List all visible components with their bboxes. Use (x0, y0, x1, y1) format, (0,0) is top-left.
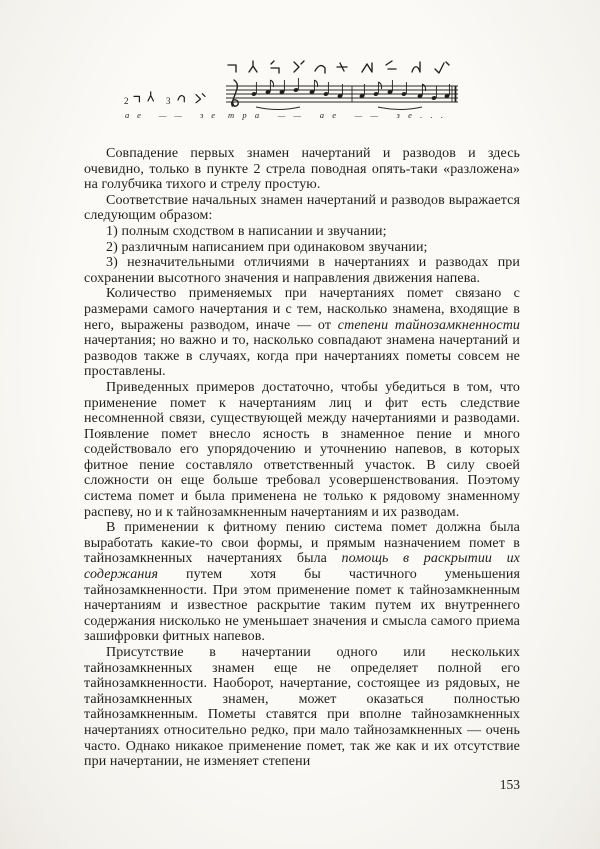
text-run: Количество применяемых при начертаниях помет связано с размерами самого начертания и с тем, насколько знамена, входящие в него, выражены разводом, иначе — от (84, 286, 520, 333)
note (309, 80, 318, 94)
neume-glyph (412, 62, 420, 72)
paragraph (84, 255, 520, 286)
paragraph (84, 520, 520, 645)
neume-glyph (386, 61, 396, 69)
note (387, 80, 393, 94)
neume-glyph (362, 63, 372, 72)
neume-glyph (228, 65, 236, 72)
neume-glyph (294, 61, 304, 72)
music-example-svg (122, 56, 464, 124)
paragraph (84, 193, 520, 224)
notes-row (251, 78, 450, 100)
body-text (84, 146, 520, 770)
signature-glyph (148, 92, 153, 101)
text-run: Приведенных примеров достаточно, чтобы убедиться в том, что применение помет к начертаниям лиц и фит есть следствие несомненной связи, существующей между начертаниями и разводами. Появление помет внесло ясность в знаменное пение и много содействовало его упорядочению и уточнению напевов, в которых фитное пение составляло ответственный участок. В силу своей сложности он еще больше требовал усовершенствования. Поэтому система помет и была применена не только к рядовому знаменному распеву, но и к тайнозамкненным начертаниям и их разводам. (84, 379, 520, 520)
page-number: 153 (499, 776, 520, 792)
neume-glyph (435, 62, 449, 73)
paragraph (84, 224, 520, 240)
text-run: путем хотя бы частичного уменьшения тайнозамкненности. При этом применение помет к тайнозамкненным начертаниям и известное раскрытие таким путем их внутреннего содержания нисколько не уменьшает значения и смысла самого приема зашифровки фитных напевов. (84, 567, 520, 645)
paragraph (84, 146, 520, 193)
signature-glyph (178, 96, 184, 102)
neume-glyph (271, 61, 279, 73)
znamenny-neumes-row (228, 61, 449, 73)
text-run: Соответствие начальных знамен начертаний и разводов выражается следующим образом: (84, 192, 520, 224)
paragraph (84, 380, 520, 520)
text-run: начертания; но важно и то, насколько совпадают знамена начертаний и разводов также в случаях, когда при начертаниях пометы совсем не проставлены. (84, 333, 520, 380)
note-flag (378, 82, 381, 89)
paragraph (84, 645, 520, 770)
text-run: В применении к фитному пению система помет должна была выработать какие-то свои формы, и прямым назначением помет в тайнозамкненных начертаниях была (84, 520, 520, 567)
treble-clef-icon (231, 80, 238, 107)
note (323, 82, 329, 96)
text-run: 1) полным сходством в написании и звучании; (106, 223, 387, 239)
note (293, 78, 299, 92)
text-run: Присутствие в начертании одного или нескольких тайнозамкненных знамен еще не определяет полной его тайнозамкненности. Наоборот, начертание, состоящее из рядовых, не тайнозамкненных знамен, может оказаться полностью тайнозамкненным. Пометы ставятся при вполне тайнозамкненных начертаниях относительно редко, при мало тайнозамкненных — очень часто. Однако никакое применение помет, так же как и их отсутствие при начертании, не изменяет степени (84, 645, 520, 770)
paragraph (84, 286, 520, 380)
lyrics-right: тра —— ае —— зе... (228, 110, 443, 120)
neume-glyph (249, 61, 257, 72)
signature-digit-left: 2 (124, 96, 129, 106)
note (251, 82, 257, 96)
paragraph (84, 240, 520, 256)
note (279, 80, 285, 94)
italic-run: степени тайнозамкненности (337, 317, 520, 333)
neume-glyph (337, 63, 347, 71)
text-run: Совпадение первых знамен начертаний и разводов и здесь очевидно, только в пункте 2 стрела поводная опять-таки «разложена» на голубчика тихого и стрелу простую. (84, 146, 520, 193)
lyrics-left: ае —— зе (125, 110, 215, 120)
signature-glyph (134, 96, 139, 101)
note (401, 82, 407, 96)
note (431, 86, 437, 100)
signature-glyph (196, 94, 205, 103)
music-example-figure (122, 0, 464, 124)
note (265, 80, 274, 94)
text-run: 2) различным написанием при одинаковом звучании; (106, 239, 428, 255)
italic-run: помощь в раскрытии их содержания (84, 551, 520, 583)
signature-digit-mid: 3 (166, 96, 171, 106)
text-run: 3) незначительными отличиями в начертаниях и разводах при сохранении высотного значения и направления движения напева. (84, 255, 520, 286)
neume-glyph (315, 66, 325, 73)
